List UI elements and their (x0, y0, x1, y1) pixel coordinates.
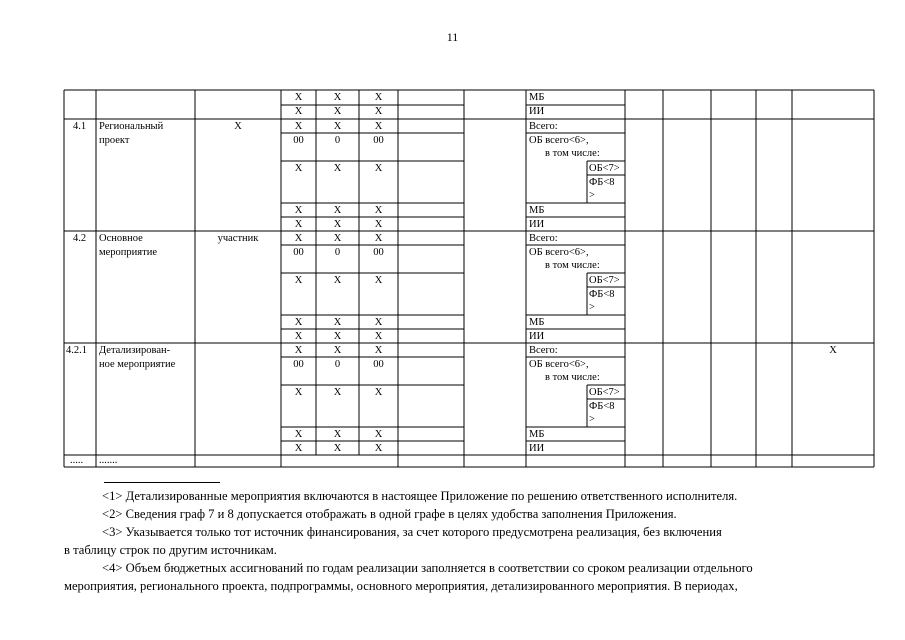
code-cell: 00 (373, 135, 384, 146)
funding-fb8-cont: > (589, 190, 595, 201)
row-name-placeholder: ....... (99, 455, 118, 466)
funding-mb: МБ (529, 205, 545, 216)
x-mark: Х (333, 331, 342, 342)
page-number: 11 (446, 30, 459, 44)
funding-total: Всего: (529, 233, 558, 244)
x-mark: Х (333, 275, 342, 286)
row-number-placeholder: ..... (70, 455, 84, 466)
code-cell: 00 (293, 359, 304, 370)
funding-ii: ИИ (529, 443, 545, 454)
funding-mb: МБ (529, 317, 545, 328)
x-mark: Х (374, 163, 383, 174)
row-name: ное мероприятие (99, 359, 176, 370)
footnote-separator (104, 482, 220, 483)
x-mark: Х (294, 92, 303, 103)
funding-ii: ИИ (529, 219, 545, 230)
x-mark: Х (333, 205, 342, 216)
executor-cell: Х (234, 121, 242, 132)
funding-fb8-cont: > (589, 414, 595, 425)
code-cell: 00 (373, 359, 384, 370)
funding-mb: МБ (529, 92, 545, 103)
x-mark: Х (294, 317, 303, 328)
x-mark: Х (333, 387, 342, 398)
funding-ob7: ОБ<7> (589, 163, 620, 174)
funding-total: Всего: (529, 121, 558, 132)
x-mark: Х (374, 275, 383, 286)
funding-fb8-cont: > (589, 302, 595, 313)
x-mark: Х (333, 345, 342, 356)
funding-ob-total: ОБ всего<6>, (529, 135, 589, 146)
funding-total: Всего: (529, 345, 558, 356)
code-cell: 00 (373, 247, 384, 258)
row-name: Детализирован- (99, 345, 171, 356)
footnote-3-cont: в таблицу строк по другим источникам. (64, 543, 277, 557)
x-mark: Х (294, 233, 303, 244)
funding-ob7: ОБ<7> (589, 275, 620, 286)
x-mark: Х (294, 331, 303, 342)
x-mark: Х (374, 387, 383, 398)
code-cell: 0 (334, 247, 341, 258)
x-mark: Х (374, 317, 383, 328)
funding-including: в том числе: (545, 372, 600, 383)
x-mark: Х (294, 205, 303, 216)
row-name: Региональный (99, 121, 164, 132)
x-mark: Х (374, 443, 383, 454)
x-mark: Х (294, 219, 303, 230)
x-mark: Х (333, 219, 342, 230)
x-mark: Х (374, 92, 383, 103)
x-mark: Х (294, 106, 303, 117)
x-mark: Х (333, 429, 342, 440)
x-mark: Х (333, 317, 342, 328)
row-name: проект (99, 135, 130, 146)
footnote-4: <4> Объем бюджетных ассигнований по годам реализации заполняется в соответствии со сроком реализации отдельного (102, 561, 753, 575)
x-mark: Х (294, 387, 303, 398)
x-mark: Х (294, 275, 303, 286)
footnote-1: <1> Детализированные мероприятия включаются в настоящее Приложение по решению ответственного исполнителя. (102, 489, 738, 503)
footnote-2: <2> Сведения граф 7 и 8 допускается отображать в одной графе в целях удобства заполнения Приложения. (102, 507, 677, 521)
footnotes (64, 487, 869, 595)
x-mark: Х (294, 163, 303, 174)
x-mark: Х (294, 443, 303, 454)
x-mark: Х (374, 205, 383, 216)
x-mark: Х (374, 219, 383, 230)
funding-ii: ИИ (529, 331, 545, 342)
footnote-3: <3> Указывается только тот источник финансирования, за счет которого предусмотрена реализация, без включения (102, 525, 722, 539)
x-mark: Х (333, 106, 342, 117)
x-mark: Х (294, 345, 303, 356)
x-mark: Х (374, 121, 383, 132)
x-mark: Х (294, 429, 303, 440)
x-mark: Х (333, 92, 342, 103)
x-mark: Х (374, 233, 383, 244)
funding-mb: МБ (529, 429, 545, 440)
funding-ob-total: ОБ всего<6>, (529, 359, 589, 370)
x-mark: Х (374, 345, 383, 356)
row-number: 4.2.1 (66, 345, 87, 356)
x-mark: Х (294, 121, 303, 132)
x-mark: Х (374, 106, 383, 117)
row-number: 4.1 (73, 121, 87, 132)
row-number: 4.2 (73, 233, 87, 244)
code-cell: 0 (334, 135, 341, 146)
last-column-mark: Х (829, 345, 837, 356)
code-cell: 00 (293, 247, 304, 258)
row-name: мероприятие (99, 247, 157, 258)
funding-ob7: ОБ<7> (589, 387, 620, 398)
funding-ob-total: ОБ всего<6>, (529, 247, 589, 258)
funding-ii: ИИ (529, 106, 545, 117)
code-cell: 00 (293, 135, 304, 146)
executor-cell: участник (217, 233, 259, 244)
x-mark: Х (374, 331, 383, 342)
row-name: Основное (99, 233, 143, 244)
x-mark: Х (333, 233, 342, 244)
funding-including: в том числе: (545, 148, 600, 159)
footnote-4-cont: мероприятия, регионального проекта, подпрограммы, основного мероприятия, детализированного мероприятия. В периодах, (64, 579, 738, 593)
code-cell: 0 (334, 359, 341, 370)
x-mark: Х (333, 443, 342, 454)
x-mark: Х (333, 121, 342, 132)
funding-fb8: ФБ<8 (589, 177, 615, 188)
funding-fb8: ФБ<8 (589, 289, 615, 300)
x-mark: Х (333, 163, 342, 174)
funding-including: в том числе: (545, 260, 600, 271)
funding-fb8: ФБ<8 (589, 401, 615, 412)
x-mark: Х (374, 429, 383, 440)
